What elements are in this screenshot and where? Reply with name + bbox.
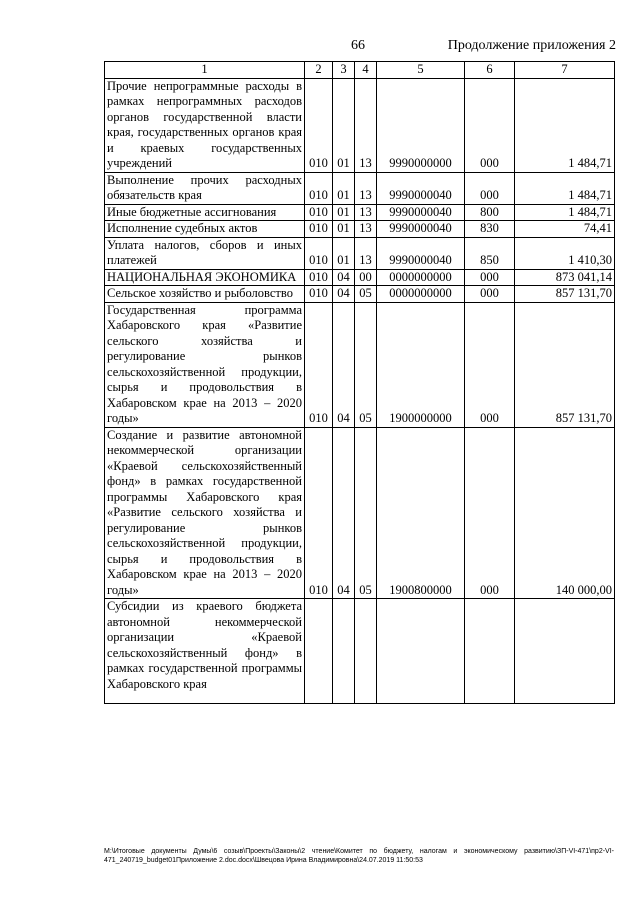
row-code-4: 05 bbox=[355, 302, 377, 427]
table-row bbox=[105, 269, 615, 286]
table-row bbox=[105, 302, 615, 427]
row-amount: 857 131,70 bbox=[515, 302, 615, 427]
row-code-3: 01 bbox=[333, 172, 355, 204]
row-code-4 bbox=[355, 599, 377, 704]
row-code-5: 0000000000 bbox=[377, 269, 465, 286]
row-name: Уплата налогов, сборов и иных платежей bbox=[105, 237, 305, 269]
row-code-3: 01 bbox=[333, 204, 355, 221]
table-row bbox=[105, 78, 615, 172]
row-code-6 bbox=[465, 599, 515, 704]
row-code-5: 0000000000 bbox=[377, 286, 465, 303]
header-col-1: 1 bbox=[105, 62, 305, 79]
row-name: Субсидии из краевого бюджета автономной некоммерческой организации «Краевой сельскохозяйственный фонд» в рамках государственной программы Хабаровского края bbox=[105, 599, 305, 704]
row-code-4: 13 bbox=[355, 78, 377, 172]
row-code-2: 010 bbox=[305, 78, 333, 172]
row-code-6: 000 bbox=[465, 269, 515, 286]
table-row bbox=[105, 427, 615, 599]
row-amount: 1 484,71 bbox=[515, 172, 615, 204]
table-row bbox=[105, 286, 615, 303]
row-code-4: 05 bbox=[355, 427, 377, 599]
header-col-7: 7 bbox=[515, 62, 615, 79]
budget-table bbox=[104, 61, 615, 704]
table-header-row bbox=[105, 62, 615, 79]
page-number: 66 bbox=[351, 38, 365, 53]
row-code-4: 13 bbox=[355, 172, 377, 204]
row-code-3: 04 bbox=[333, 269, 355, 286]
row-code-2: 010 bbox=[305, 269, 333, 286]
row-code-5: 1900800000 bbox=[377, 427, 465, 599]
row-code-6: 000 bbox=[465, 427, 515, 599]
row-code-6: 850 bbox=[465, 237, 515, 269]
row-amount: 1 484,71 bbox=[515, 204, 615, 221]
row-name: Выполнение прочих расходных обязательств края bbox=[105, 172, 305, 204]
row-code-6: 000 bbox=[465, 78, 515, 172]
row-code-3: 04 bbox=[333, 427, 355, 599]
row-code-3: 04 bbox=[333, 302, 355, 427]
row-code-6: 000 bbox=[465, 286, 515, 303]
row-code-2: 010 bbox=[305, 204, 333, 221]
row-code-2: 010 bbox=[305, 221, 333, 238]
row-code-2: 010 bbox=[305, 427, 333, 599]
row-code-5: 9990000040 bbox=[377, 204, 465, 221]
row-code-6: 830 bbox=[465, 221, 515, 238]
row-code-5: 9990000040 bbox=[377, 221, 465, 238]
row-name: Исполнение судебных актов bbox=[105, 221, 305, 238]
row-amount: 857 131,70 bbox=[515, 286, 615, 303]
row-code-5: 9990000040 bbox=[377, 237, 465, 269]
header-col-3: 3 bbox=[333, 62, 355, 79]
header-col-2: 2 bbox=[305, 62, 333, 79]
row-amount: 140 000,00 bbox=[515, 427, 615, 599]
row-code-2: 010 bbox=[305, 302, 333, 427]
table-row bbox=[105, 237, 615, 269]
row-amount: 1 410,30 bbox=[515, 237, 615, 269]
row-name: Создание и развитие автономной некоммерческой организации «Краевой сельскохозяйственный фонд» в рамках государственной программы Хабаровского края «Развитие сельского хозяйства и регулирование рынков сельскохозяйственной продукции, сырья и продовольствия в Хабаровском крае на 2013 – 2020 годы» bbox=[105, 427, 305, 599]
row-code-3: 01 bbox=[333, 78, 355, 172]
table-row bbox=[105, 172, 615, 204]
row-code-4: 13 bbox=[355, 237, 377, 269]
row-code-4: 13 bbox=[355, 204, 377, 221]
header-col-6: 6 bbox=[465, 62, 515, 79]
row-code-3 bbox=[333, 599, 355, 704]
row-name: Иные бюджетные ассигнования bbox=[105, 204, 305, 221]
row-name: НАЦИОНАЛЬНАЯ ЭКОНОМИКА bbox=[105, 269, 305, 286]
row-name: Прочие непрограммные расходы в рамках непрограммных расходов органов государственной власти края, государственных органов края и краевых государственных учреждений bbox=[105, 78, 305, 172]
row-code-5: 9990000040 bbox=[377, 172, 465, 204]
table-row bbox=[105, 204, 615, 221]
row-amount bbox=[515, 599, 615, 704]
row-code-3: 04 bbox=[333, 286, 355, 303]
row-code-5: 1900000000 bbox=[377, 302, 465, 427]
document-path-footer: M:\Итоговые документы Думы\6 созыв\Проекты\Законы\2 чтение\Комитет по бюджету, налогам и экономическому развитию\ЗП-VI-471\пр2-VI-471_240719_budget01Приложение 2.doc.docx\Швецова Ирина Владимировна\24.07.2019 11:50:53 bbox=[104, 848, 614, 864]
row-code-5: 9990000000 bbox=[377, 78, 465, 172]
row-name: Государственная программа Хабаровского края «Развитие сельского хозяйства и регулирование рынков сельскохозяйственной продукции, сырья и продовольствия в Хабаровском крае на 2013 – 2020 годы» bbox=[105, 302, 305, 427]
row-code-3: 01 bbox=[333, 221, 355, 238]
page-caption: Продолжение приложения 2 bbox=[447, 38, 616, 53]
row-amount: 1 484,71 bbox=[515, 78, 615, 172]
row-code-2: 010 bbox=[305, 172, 333, 204]
row-code-4: 13 bbox=[355, 221, 377, 238]
row-code-6: 800 bbox=[465, 204, 515, 221]
header-col-4: 4 bbox=[355, 62, 377, 79]
row-code-4: 00 bbox=[355, 269, 377, 286]
row-code-6: 000 bbox=[465, 172, 515, 204]
row-code-2: 010 bbox=[305, 237, 333, 269]
row-code-4: 05 bbox=[355, 286, 377, 303]
header-col-5: 5 bbox=[377, 62, 465, 79]
table-row bbox=[105, 221, 615, 238]
row-code-5 bbox=[377, 599, 465, 704]
row-amount: 873 041,14 bbox=[515, 269, 615, 286]
row-name: Сельское хозяйство и рыболовство bbox=[105, 286, 305, 303]
table-row bbox=[105, 599, 615, 704]
row-amount: 74,41 bbox=[515, 221, 615, 238]
row-code-6: 000 bbox=[465, 302, 515, 427]
row-code-3: 01 bbox=[333, 237, 355, 269]
row-code-2 bbox=[305, 599, 333, 704]
row-code-2: 010 bbox=[305, 286, 333, 303]
